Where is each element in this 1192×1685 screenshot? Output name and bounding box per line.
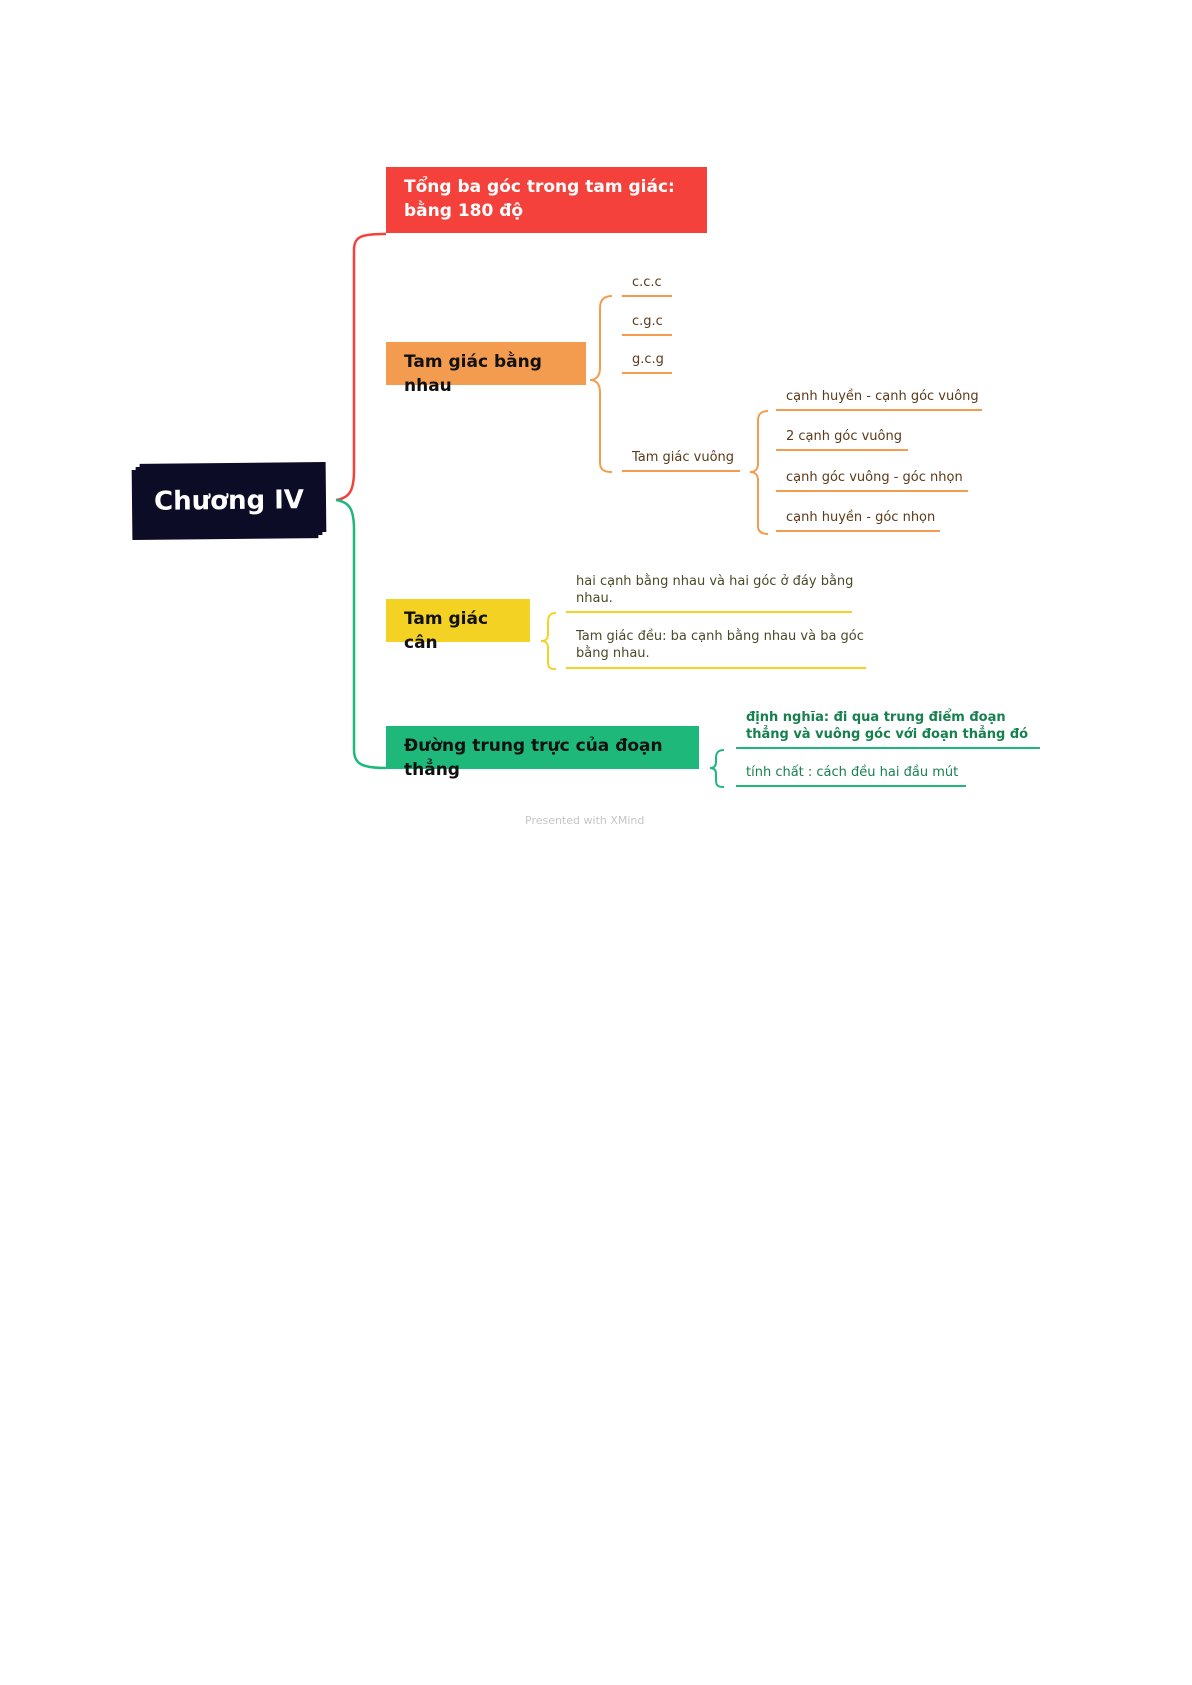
node-case-cgc[interactable]: c.g.c [632,314,663,329]
footer-credit: Presented with XMind [525,814,645,827]
node-rt-case-1[interactable]: cạnh huyền - cạnh góc vuông [786,389,979,404]
node-bisector-property[interactable]: tính chất : cách đều hai đầu mút [746,765,959,780]
node-rt-case-3[interactable]: cạnh góc vuông - góc nhọn [786,470,963,485]
root-node[interactable]: Chương IV [136,465,323,537]
node-case-ccc[interactable]: c.c.c [632,275,662,290]
bracket-orange [590,296,612,472]
node-case-gcg[interactable]: g.c.g [632,352,664,367]
node-sum-angles[interactable]: Tổng ba góc trong tam giác: bằng 180 độ [386,167,707,233]
bracket-right-triangle [750,411,768,534]
node-isosceles-property[interactable]: hai cạnh bằng nhau và hai góc ở đáy bằng nhau. [576,574,854,606]
bracket-green [710,750,724,787]
connector-root-bottom [336,500,386,768]
node-isosceles-triangle[interactable]: Tam giác cân [386,599,530,641]
node-rt-case-2[interactable]: 2 cạnh góc vuông [786,429,902,444]
bracket-yellow [541,613,556,669]
node-equilateral[interactable]: Tam giác đều: ba cạnh bằng nhau và ba góc bằng nhau. [576,629,864,661]
node-bisector-definition[interactable]: định nghĩa: đi qua trung điểm đoạn thẳng và vuông góc với đoạn thẳng đó [746,710,1029,742]
node-perpendicular-bisector[interactable]: Đường trung trực của đoạn thẳng [386,726,699,768]
node-right-triangle[interactable]: Tam giác vuông [632,450,735,465]
node-congruent-triangles[interactable]: Tam giác bằng nhau [386,342,586,384]
node-rt-case-4[interactable]: cạnh huyền - góc nhọn [786,510,936,525]
connector-root-top [336,234,386,500]
